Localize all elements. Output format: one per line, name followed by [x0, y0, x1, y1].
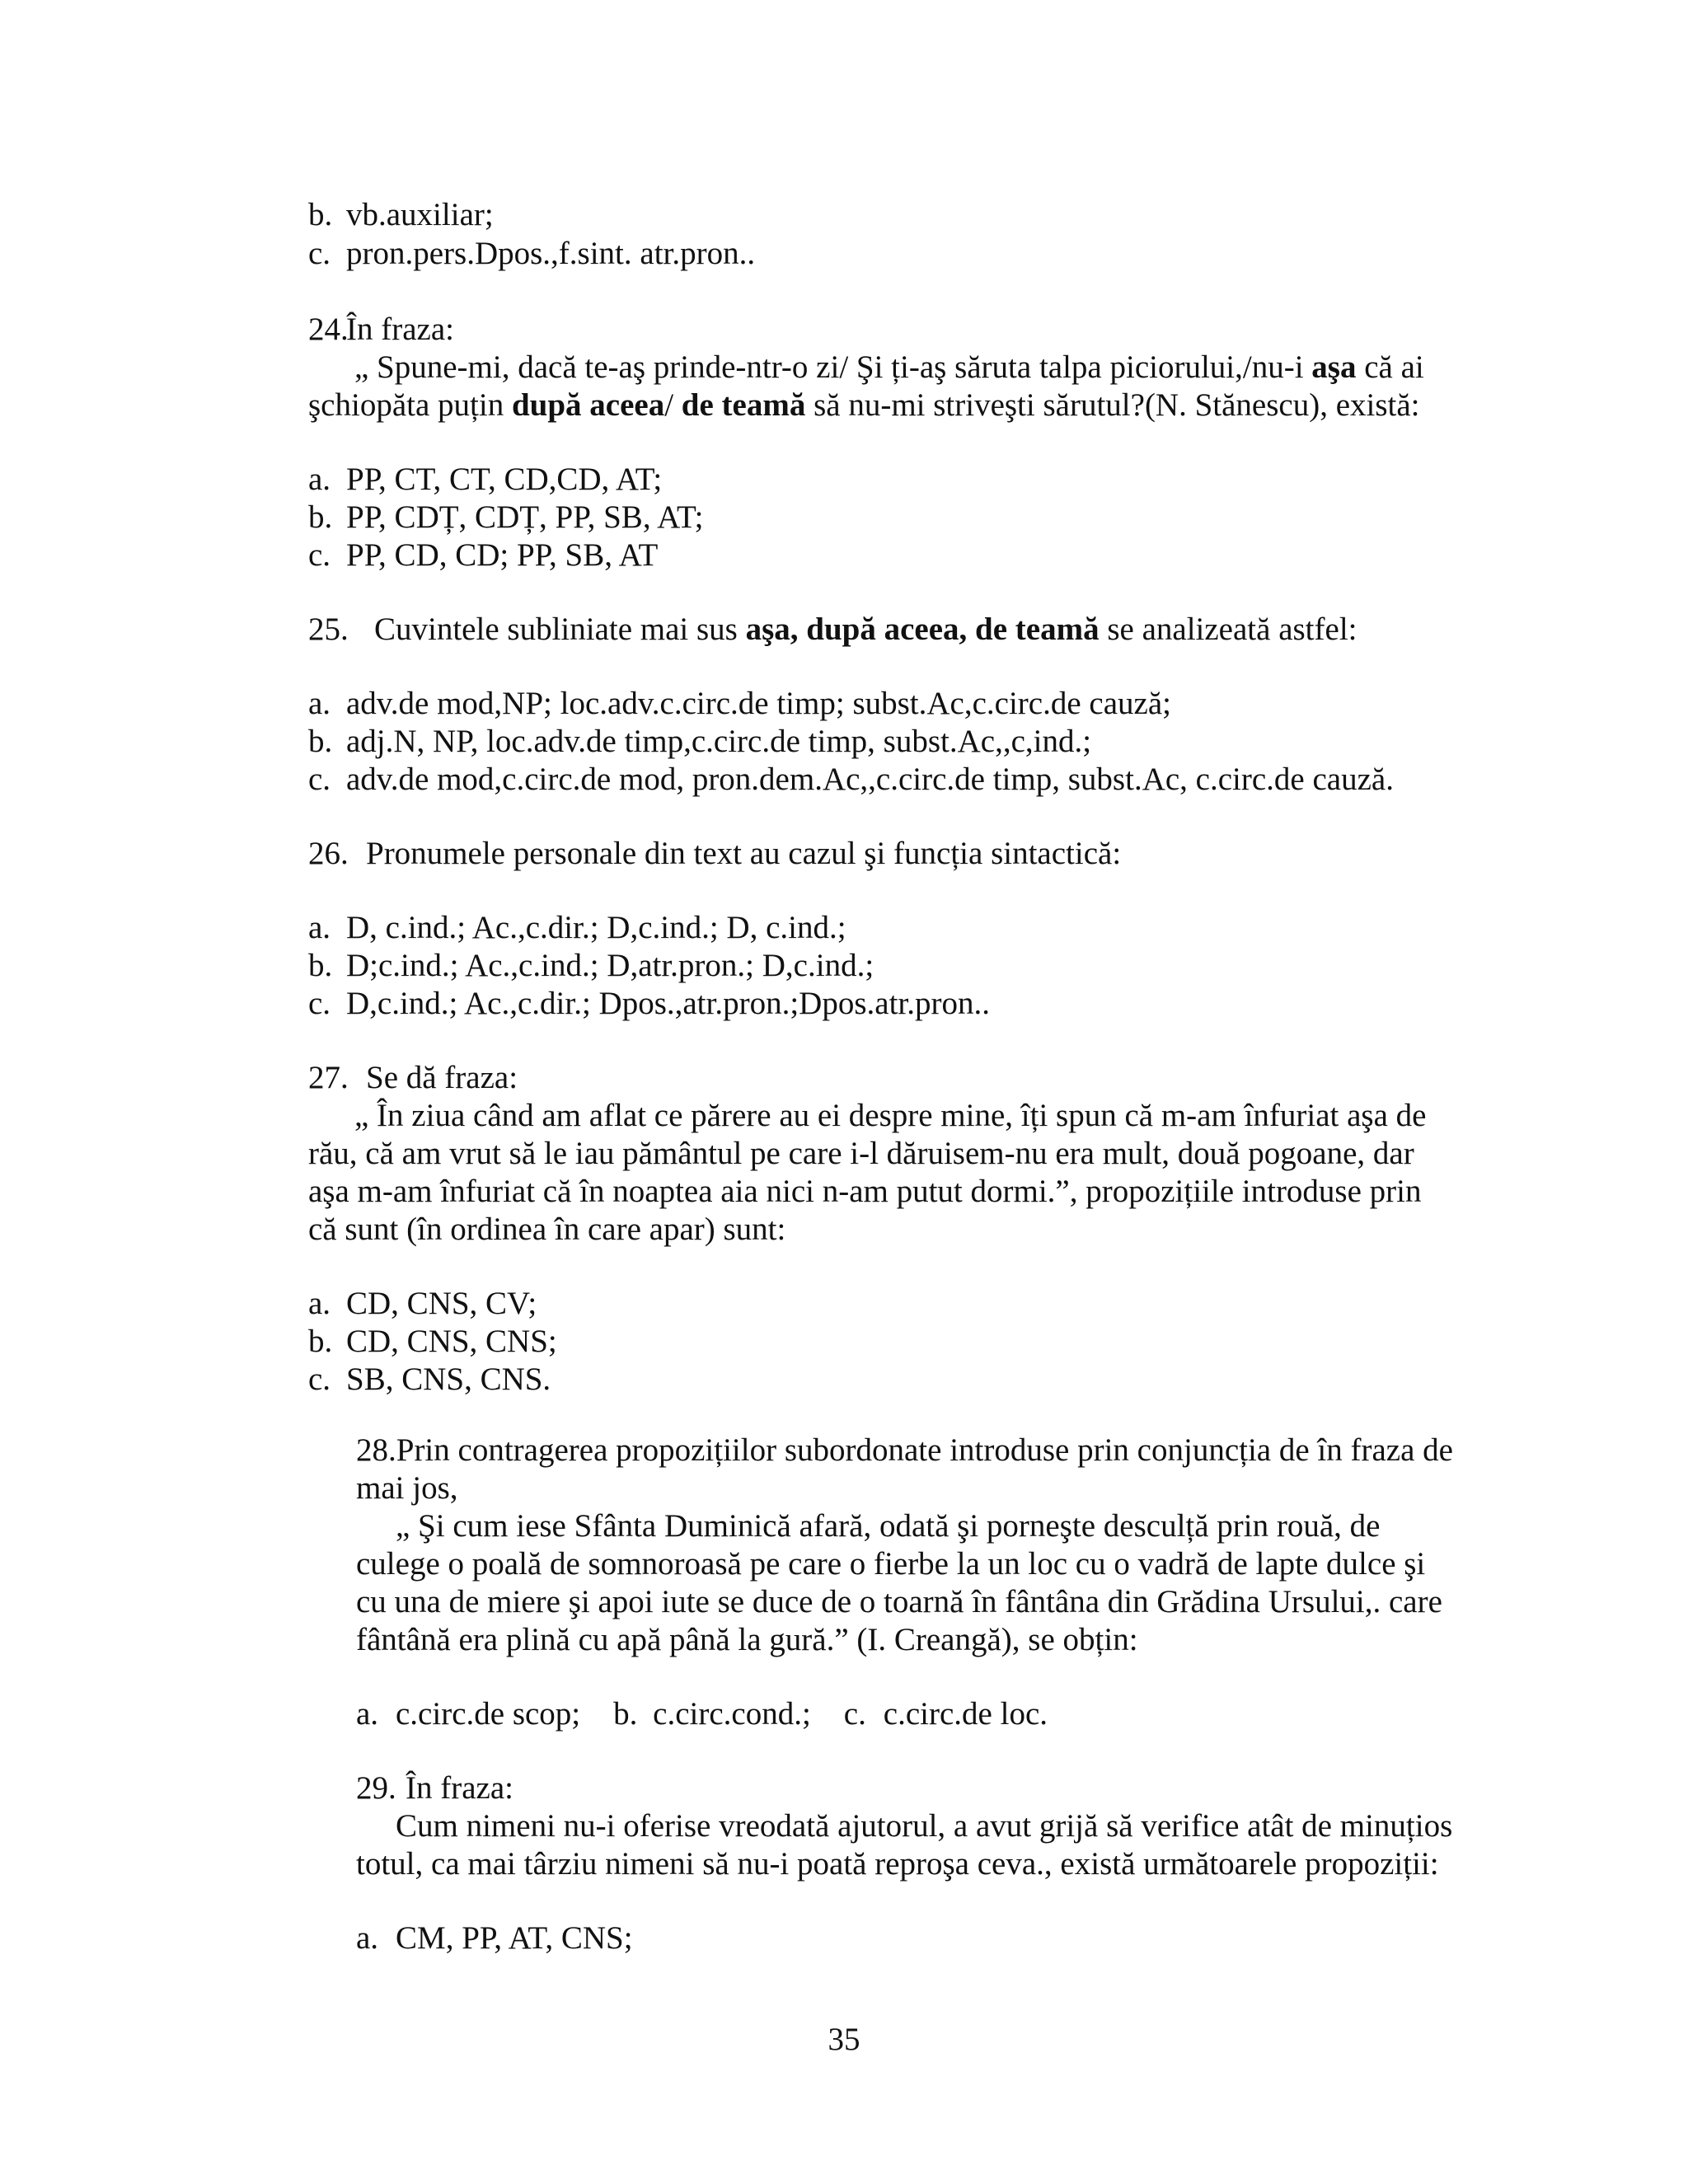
question-24-quote-line-2 — [308, 387, 1420, 424]
question-27-option-c — [308, 1361, 551, 1399]
question-28-text-line-2: mai jos, — [356, 1470, 458, 1506]
option-letter: b. — [308, 948, 333, 983]
question-28-text-line-5: cu una de miere şi apoi iute se duce de o toarnă în fântâna din Grădina Ursului,. care — [356, 1584, 1442, 1619]
question-number: 29. — [356, 1770, 396, 1806]
question-27-option-b — [308, 1323, 557, 1361]
question-26-option-c — [308, 985, 990, 1023]
quote-text: „ Spune-mi, dacă te-aş prinde-ntr-o zi/ Şi ți-aş săruta talpa piciorului,/nu-i — [354, 349, 1312, 385]
option-letter: c. — [308, 1361, 331, 1397]
quote-text: că ai — [1356, 349, 1424, 385]
question-28-options — [356, 1695, 1048, 1733]
option-text: D,c.ind.; Ac.,c.dir.; Dpos.,atr.pron.;Dpos.atr.pron.. — [346, 986, 990, 1021]
option-letter: a. — [308, 1286, 331, 1321]
option-text: vb.auxiliar; — [346, 197, 494, 232]
option-text: adj.N, NP, loc.adv.de timp,c.circ.de timp, subst.Ac,,c,ind.; — [346, 724, 1092, 759]
option-text: c.circ.de scop; — [396, 1696, 581, 1732]
question-27-text-line-2: rău, că am vrut să le iau pământul pe care i-l dăruisem-nu era mult, două pogoane, dar — [308, 1136, 1414, 1171]
question-28-text-line-1: 28.Prin contragerea propozițiilor subordonate introduse prin conjuncția de în fraza de — [356, 1432, 1453, 1468]
question-25-option-b — [308, 723, 1091, 761]
option-text: adv.de mod,NP; loc.adv.c.circ.de timp; subst.Ac,c.circ.de cauză; — [346, 686, 1171, 721]
quote-text: să nu-mi striveşti sărutul?(N. Stănescu), există: — [805, 387, 1420, 423]
question-28-text-line-4: culege o poală de somnoroasă pe care o fierbe la un loc cu o vadră de lapte dulce şi — [356, 1546, 1426, 1582]
question-prompt: Se dă fraza: — [366, 1060, 518, 1095]
option-letter: b. — [613, 1696, 638, 1732]
question-26-option-b — [308, 947, 874, 985]
question-number: 27. — [308, 1060, 349, 1095]
option-text: CM, PP, AT, CNS; — [396, 1920, 633, 1956]
option-text: D;c.ind.; Ac.,c.ind.; D,atr.pron.; D,c.ind.; — [346, 948, 874, 983]
option-text: c.circ.de loc. — [883, 1696, 1048, 1732]
question-29-text-line-1: Cum nimeni nu-i oferise vreodată ajutorul, a avut grijă să verifice atât de minuțios — [396, 1808, 1453, 1844]
option-text: PP, CT, CT, CD,CD, AT; — [346, 462, 663, 497]
question-27-option-a — [308, 1285, 537, 1323]
question-25-option-a — [308, 685, 1171, 723]
option-letter: c. — [308, 762, 331, 797]
question-28-option-a — [356, 1696, 580, 1732]
question-29-text-line-2: totul, ca mai târziu nimeni să nu-i poată reproşa ceva., există următoarele propoziții: — [356, 1846, 1439, 1882]
quote-text: / — [664, 387, 682, 423]
option-letter: c. — [308, 537, 331, 573]
question-prompt: se analizeată astfel: — [1099, 612, 1357, 647]
question-27-text-line-1: „ În ziua când am aflat ce părere au ei despre mine, îți spun că m-am înfuriat aşa de — [354, 1098, 1427, 1133]
question-number: 26. — [308, 836, 349, 871]
question-28-text-line-6: fântână era plină cu apă până la gură.” (I. Creangă), se obțin: — [356, 1622, 1138, 1657]
question-24-quote-line-1 — [354, 349, 1424, 387]
question-24-heading — [308, 311, 454, 349]
question-27-text-line-4: că sunt (în ordinea în care apar) sunt: — [308, 1212, 786, 1247]
bold-word: de teamă — [681, 387, 806, 423]
option-letter: a. — [356, 1920, 379, 1956]
bold-word: aşa — [1311, 349, 1357, 385]
option-text: D, c.ind.; Ac.,c.dir.; D,c.ind.; D, c.ind.; — [346, 910, 846, 945]
question-28-option-b — [613, 1696, 811, 1732]
question-24-option-c — [308, 537, 658, 574]
option-letter: a. — [308, 686, 331, 721]
option-text: adv.de mod,c.circ.de mod, pron.dem.Ac,,c.circ.de timp, subst.Ac, c.circ.de cauză. — [346, 762, 1394, 797]
option-letter: b. — [308, 197, 333, 232]
question-27-text-line-3: aşa m-am înfuriat că în noaptea aia nici n-am putut dormi.”, propozițiile introduse prin — [308, 1174, 1422, 1209]
bold-word: aşa, după aceea, de teamă — [745, 612, 1100, 647]
question-number: 24. — [308, 312, 349, 347]
question-prompt: Cuvintele subliniate mai sus — [374, 612, 746, 647]
prev-option-c — [308, 235, 755, 273]
question-26-heading — [308, 835, 1121, 873]
option-text: PP, CDȚ, CDȚ, PP, SB, AT; — [346, 499, 704, 535]
option-text: c.circ.cond.; — [653, 1696, 811, 1732]
bold-word: după aceea — [511, 387, 665, 423]
option-text: PP, CD, CD; PP, SB, AT — [346, 537, 659, 573]
prev-option-b — [308, 196, 494, 234]
page-number: 35 — [828, 2022, 860, 2057]
option-letter: a. — [308, 462, 331, 497]
option-text: SB, CNS, CNS. — [346, 1361, 551, 1397]
question-28-text-line-3: „ Şi cum iese Sfânta Duminică afară, odată şi porneşte desculță prin rouă, de — [396, 1508, 1381, 1544]
question-24-option-b — [308, 499, 704, 537]
question-prompt: În fraza: — [406, 1770, 513, 1806]
question-25-option-c — [308, 761, 1394, 799]
option-text: CD, CNS, CNS; — [346, 1324, 557, 1359]
question-29-heading — [356, 1769, 513, 1807]
question-number: 25. — [308, 612, 349, 647]
quote-text: şchiopăta puțin — [308, 387, 512, 423]
option-letter: b. — [308, 724, 333, 759]
option-letter: c. — [308, 986, 331, 1021]
option-text: pron.pers.Dpos.,f.sint. atr.pron.. — [346, 236, 756, 271]
question-prompt: În fraza: — [346, 312, 454, 347]
option-text: CD, CNS, CV; — [346, 1286, 537, 1321]
option-letter: a. — [308, 910, 331, 945]
question-25-heading — [308, 611, 1357, 649]
question-26-option-a — [308, 909, 846, 947]
option-letter: a. — [356, 1696, 379, 1732]
option-letter: c. — [843, 1696, 866, 1732]
question-prompt: Pronumele personale din text au cazul şi funcția sintactică: — [366, 836, 1122, 871]
option-letter: b. — [308, 499, 333, 535]
option-letter: b. — [308, 1324, 333, 1359]
question-29-option-a — [356, 1919, 633, 1957]
question-27-heading — [308, 1059, 518, 1097]
option-letter: c. — [308, 236, 331, 271]
question-28-option-c — [844, 1696, 1048, 1732]
question-24-option-a — [308, 461, 662, 499]
